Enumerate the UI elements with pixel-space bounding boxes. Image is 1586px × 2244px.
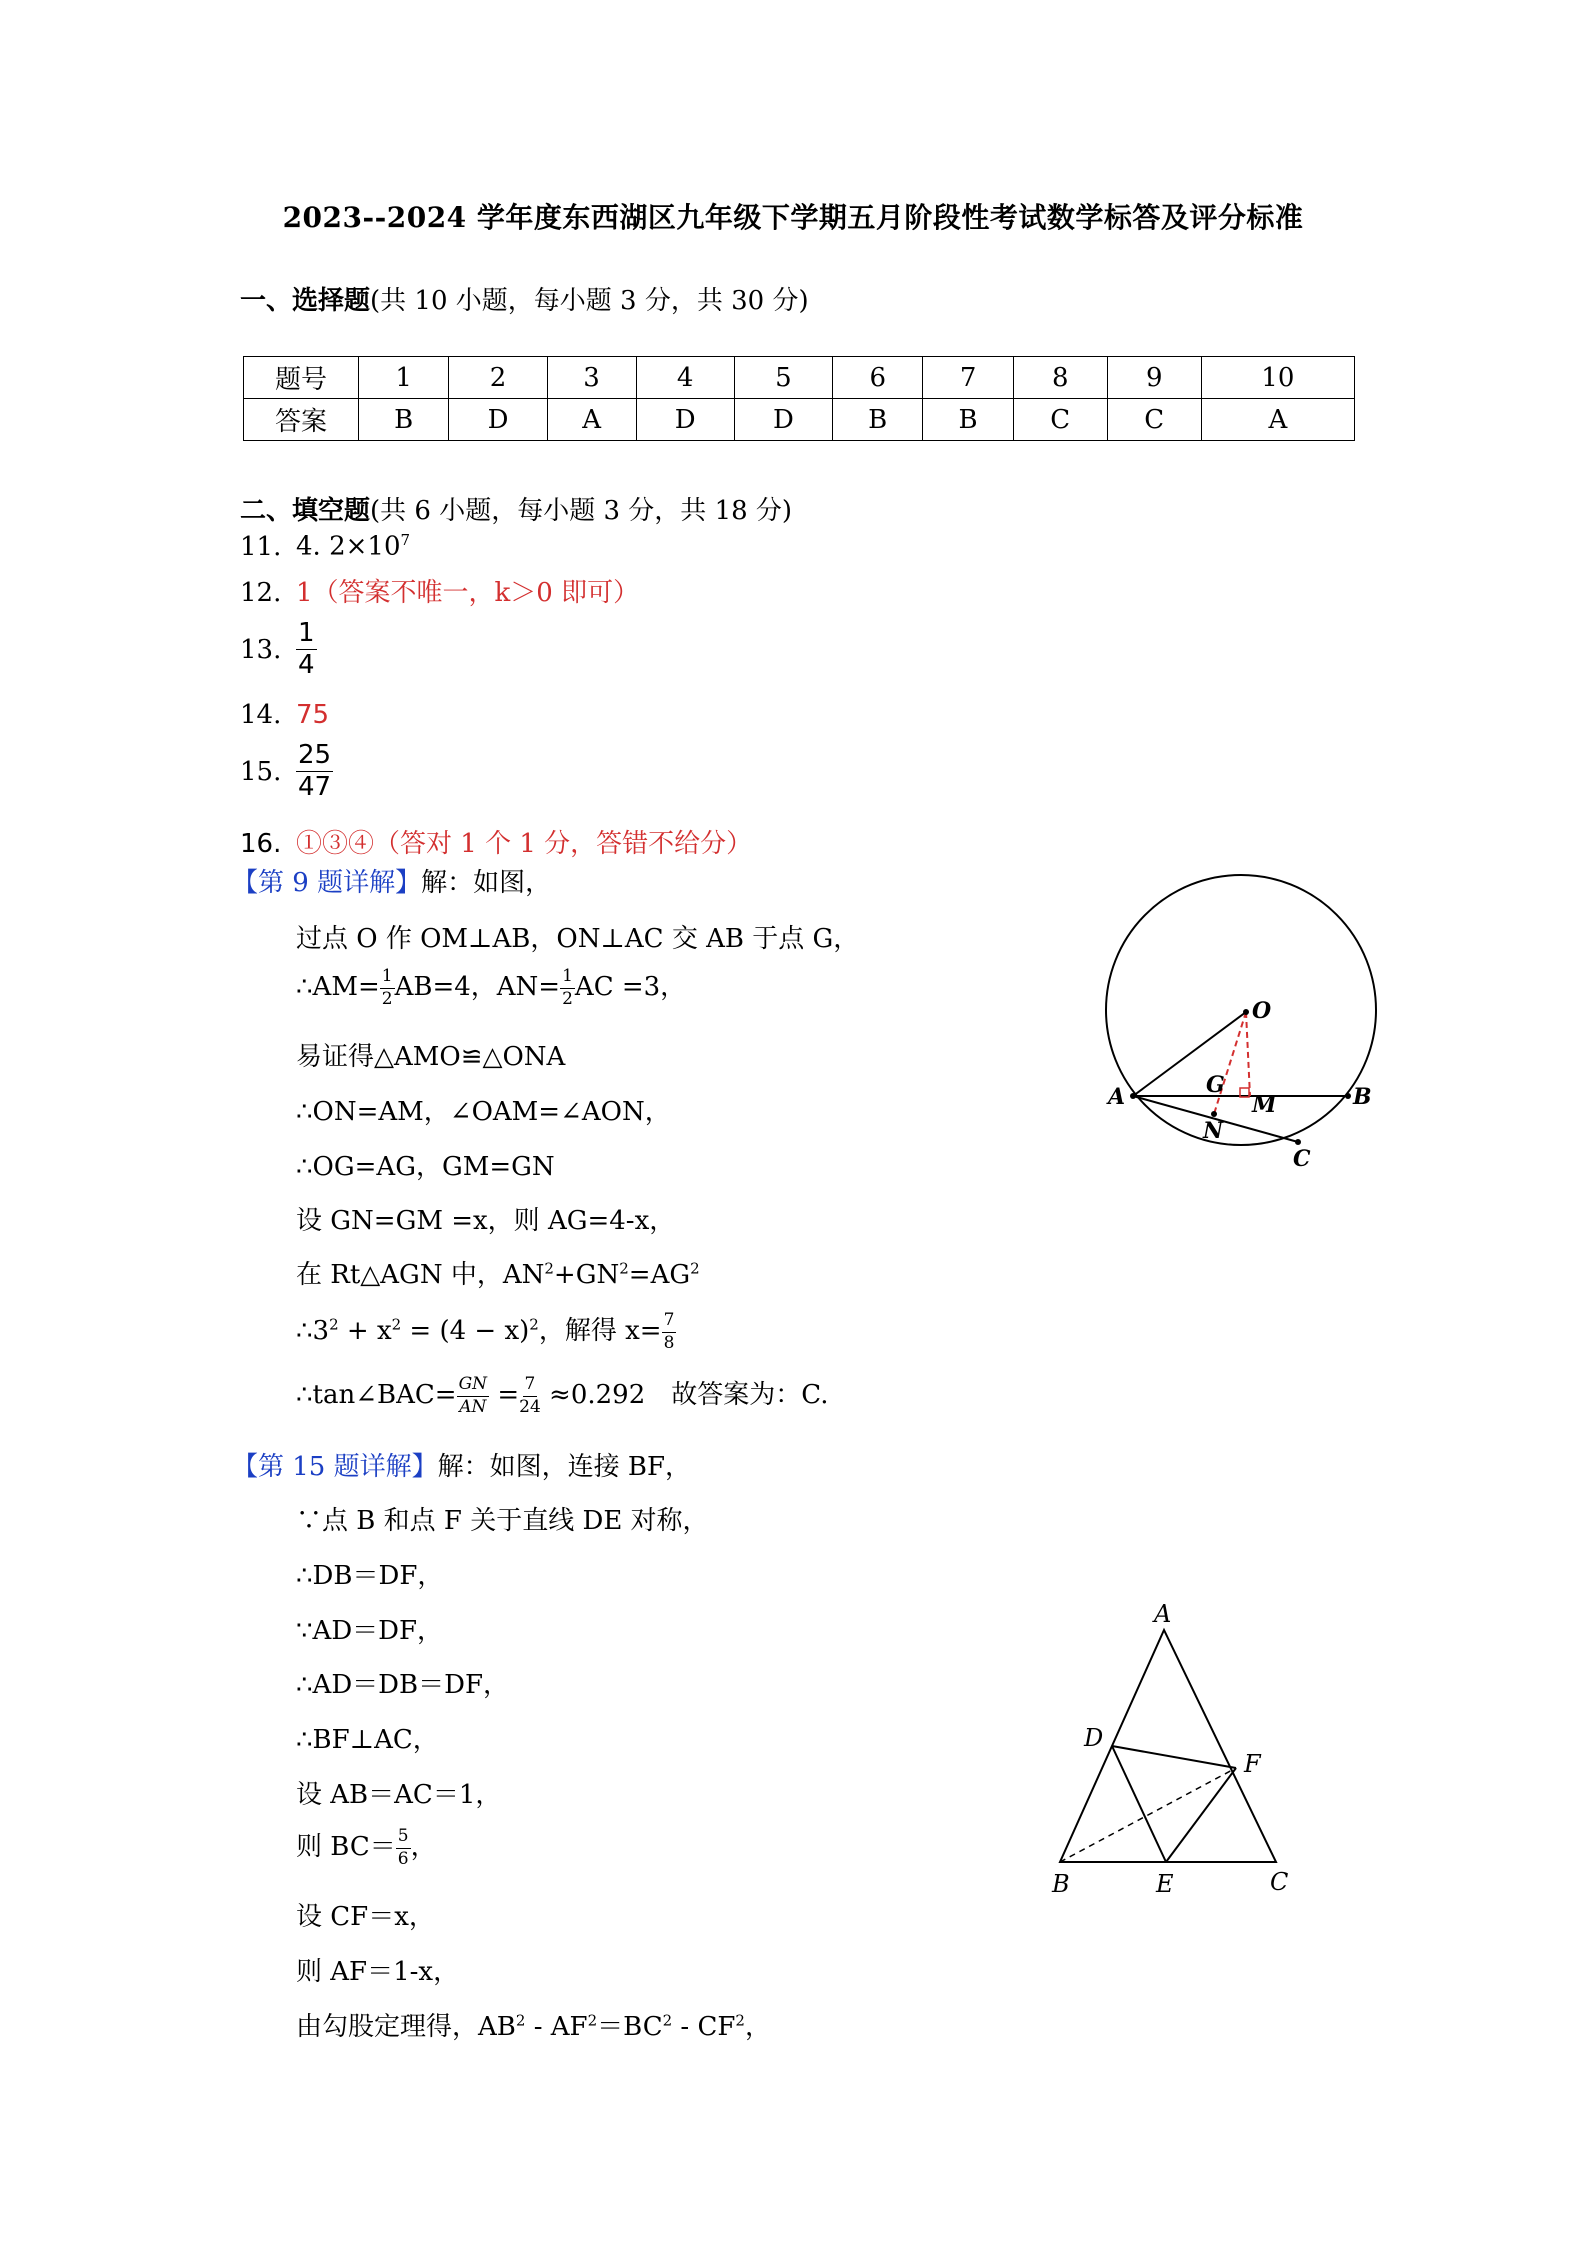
label-m: M [1252,1092,1277,1118]
label-n: N [1203,1118,1224,1144]
table-cell: B [923,399,1013,441]
q9-circle-figure [1100,870,1400,1170]
q15-line-1: ∵点 B 和点 F 关于直线 DE 对称， [296,1506,709,1536]
q15-line-10: 由勾股定理得，$AB^2 - AF^2=BC^2 - CF^2$， [296,2011,771,2042]
q15-line-4: ∴AD＝DB＝DF， [296,1670,510,1700]
answer-12: 12. 1（答案不唯一，k＞0 即可） [240,578,640,608]
table-cell: 答案 [244,399,359,441]
answer-16: 16. ①③④（答对 1 个 1 分，答错不给分） [240,829,753,859]
point-b [1345,1093,1351,1099]
q15-line-8: 设 CF＝x， [296,1902,435,1932]
segment-om [1246,1012,1250,1096]
table-cell: 1 [359,357,449,399]
q15-line-7: 则 BC＝ $\frac{5}{6}$ ， [296,1825,437,1869]
label-a: A [1108,1084,1126,1110]
table-cell: 2 [449,357,547,399]
q9-line-8: $\therefore 3^2 + x^2 = (4 - x)^2$，解得 x= $\frac{7}{8}$ [296,1309,675,1353]
fraction-13: $\frac{1}{4}$ [298,618,315,681]
q9-line-4: ∴ON=AM，∠OAM=∠AON， [296,1097,671,1127]
answer-11: 11. 4. $2\times 10^7$ [240,531,411,562]
segment-ao [1133,1012,1246,1096]
segment-ef [1166,1768,1236,1862]
q9-line-6: 设 GN=GM =x，则 AG=4-x， [296,1206,676,1236]
circle [1106,875,1376,1145]
table-cell: B [833,399,923,441]
table-cell: 5 [734,357,832,399]
label-d: D [1084,1724,1104,1752]
table-cell: D [449,399,547,441]
table-cell: 题号 [244,357,359,399]
segment-bf [1060,1768,1236,1862]
label-b: B [1353,1084,1372,1110]
table-cell: 10 [1201,357,1354,399]
q9-line-9: ∴tan∠BAC= $\frac{GN}{AN}$ = $\frac{7}{24}$ ≈0.292 故答案为：C. [296,1373,829,1417]
q9-line-5: ∴OG=AG，GM=GN [296,1152,555,1182]
label-f: F [1244,1750,1261,1778]
segment-on [1214,1012,1246,1114]
section-fill-heading: 二、填空题(共 6 小题，每小题 3 分，共 18 分) [240,496,793,526]
table-cell: A [1201,399,1354,441]
q9-line-7: 在 Rt△AGN 中，$AN^2+GN^2=AG^2$ [296,1259,700,1290]
label-b: B [1052,1870,1070,1898]
point-o [1243,1009,1249,1015]
segment-df [1112,1746,1236,1768]
q15-line-6: 设 AB＝AC＝1， [296,1780,502,1810]
point-a [1130,1093,1136,1099]
table-cell: 8 [1013,357,1107,399]
q15-line-9: 则 AF＝1-x， [296,1957,460,1987]
table-cell: 6 [833,357,923,399]
table-cell: 3 [547,357,636,399]
q15-line-2: ∴DB＝DF， [296,1561,444,1591]
label-e: E [1156,1870,1174,1898]
table-cell: A [547,399,636,441]
q9-heading: 【第 9 题详解】解：如图， [232,868,552,898]
label-c: C [1270,1868,1289,1896]
answer-table [243,356,1355,441]
table-cell: C [1013,399,1107,441]
table-cell: C [1107,399,1201,441]
fraction-15: $\frac{25}{47}$ [298,740,332,803]
section-choice-heading: 一、选择题(共 10 小题，每小题 3 分，共 30 分) [240,286,809,316]
label-a: A [1154,1600,1172,1628]
label-o: O [1252,998,1272,1024]
table-cell: D [636,399,734,441]
q9-line-3: 易证得△AMO≌△ONA [296,1042,566,1072]
answer-15: 15. $\frac{25}{47}$ [240,740,332,803]
answer-13: 13. $\frac{1}{4}$ [240,618,315,681]
q15-triangle-figure [1040,1590,1300,1910]
table-cell: 7 [923,357,1013,399]
table-cell: D [734,399,832,441]
table-cell: 4 [636,357,734,399]
document-title: 2023--2024 学年度东西湖区九年级下学期五月阶段性考试数学标答及评分标准 [282,201,1304,234]
table-cell: B [359,399,449,441]
segment-de [1112,1746,1166,1862]
label-c: C [1293,1146,1311,1170]
label-g: G [1206,1072,1225,1098]
table-cell: 9 [1107,357,1201,399]
answer-14: 14. 75 [240,700,330,730]
q15-line-3: ∵AD＝DF， [296,1616,444,1646]
q9-line-2: ∴AM= $\frac{1}{2}$ AB=4，AN= $\frac{1}{2}$ AC =3， [296,965,687,1009]
answer-table-answer-row [244,399,1355,441]
q15-heading: 【第 15 题详解】解：如图，连接 BF， [232,1452,692,1482]
answer-table-header-row [244,357,1355,399]
q9-line-1: 过点 O 作 OM⊥AB，ON⊥AC 交 AB 于点 G， [296,924,860,954]
point-n [1211,1111,1217,1117]
point-c [1295,1139,1301,1145]
q15-line-5: ∴BF⊥AC， [296,1725,439,1755]
